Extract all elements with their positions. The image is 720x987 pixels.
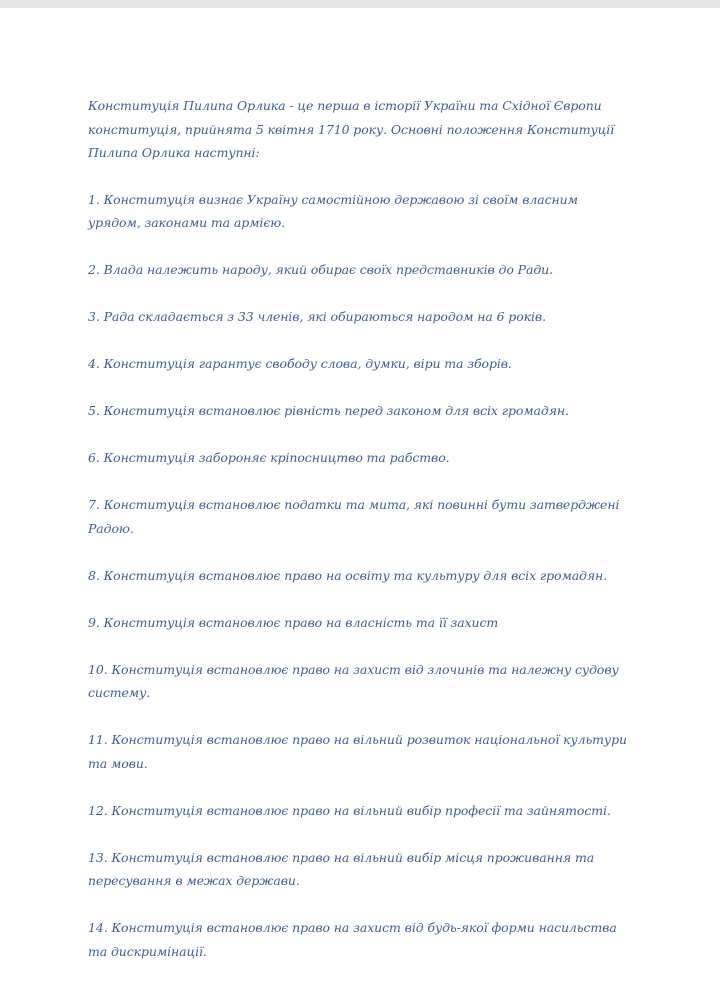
list-item-3: 3. Рада складається з 33 членів, які обираються народом на 6 років. [88,309,546,324]
top-bar [0,0,720,8]
list-item-11: 11. Конституція встановлює право на вільний розвиток національної культури та мови. [88,732,627,771]
list-item-13: 13. Конституція встановлює право на вільний вибір місця проживання та пересування в межах держави. [88,849,595,888]
list-item-7: 7. Конституція встановлює податки та мита, які повинні бути затверджені Радою. [88,497,620,536]
list-item-9: 9. Конституція встановлює право на власність та її захист [88,614,499,630]
list-item-12: 12. Конституція встановлює право на вільний вибір професії та зайнятості. [88,802,611,818]
document-page [88,94,633,987]
list-item-10: 10. Конституція встановлює право на захист від злочинів та належну судову систему. [88,661,619,700]
list-item-1: 1. Конституція визнає Україну самостійною державою зі своїм власним урядом, законами та армією. [88,191,578,230]
list-item-14: 14. Конституція встановлює право на захист від будь-якої форми насильства та дискримінації. [88,920,617,959]
list-item-2: 2. Влада належить народу, який обирає своїх представників до Ради. [88,262,553,277]
list-item-8: 8. Конституція встановлює право на освіту та культуру для всіх громадян. [88,567,608,583]
intro-paragraph: Конституція Пилипа Орлика - це перша в історії України та Східної Європи конституція, прийнята 5 квітня 1710 року. Основні положення Конституції Пилипа Орлика наступні: [88,98,615,160]
list-item-6: 6. Конституція забороняє кріпосництво та рабство. [88,450,450,465]
list-item-5: 5. Конституція встановлює рівність перед законом для всіх громадян. [88,403,569,418]
list-item-4: 4. Конституція гарантує свободу слова, думки, віри та зборів. [88,356,512,371]
